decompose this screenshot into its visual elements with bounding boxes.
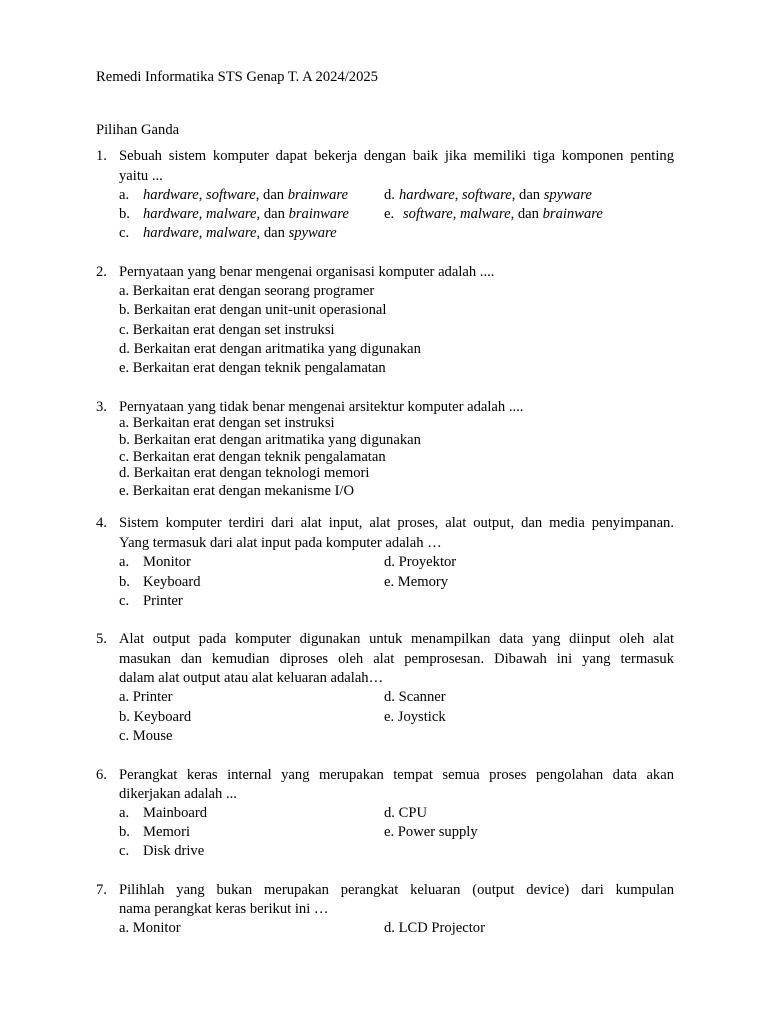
option-c: hardware, malware, dan spyware	[143, 225, 337, 241]
question-text-cont: Yang termasuk dari alat input pada komputer adalah …	[119, 535, 442, 551]
option-d: d. LCD Projector	[384, 920, 485, 936]
question-text-cont: masukan dan kemudian diproses oleh alat pemprosesan. Dibawah ini yang termasuk	[119, 651, 674, 667]
question-text-cont: yaitu ...	[119, 168, 163, 184]
question-number: 4.	[96, 515, 107, 531]
option-b: Memori	[143, 824, 191, 840]
option-a: a. Berkaitan erat dengan seorang programer	[119, 283, 375, 299]
question-text-cont: nama perangkat keras berikut ini …	[119, 901, 329, 917]
option-key: c.	[119, 225, 130, 241]
option-c: Printer	[143, 593, 183, 609]
option-e: e. Berkaitan erat dengan teknik pengalamatan	[119, 360, 386, 376]
option-c: c. Berkaitan erat dengan teknik pengalamatan	[119, 449, 386, 465]
question-number: 6.	[96, 767, 107, 783]
option-a: Mainboard	[143, 805, 208, 821]
question-text: Sebuah sistem komputer dapat bekerja dengan baik jika memiliki tiga komponen penting	[119, 148, 674, 164]
question-number: 2.	[96, 264, 107, 280]
option-a: a. Monitor	[119, 920, 181, 936]
option-b: b. Berkaitan erat dengan aritmatika yang digunakan	[119, 432, 421, 448]
option-key: b.	[119, 574, 130, 590]
question-text: Alat output pada komputer digunakan untuk menampilkan data yang diinput oleh alat	[119, 631, 674, 647]
option-key: a.	[119, 187, 130, 203]
option-key: a.	[119, 554, 130, 570]
question-text: Perangkat keras internal yang merupakan tempat semua proses pengolahan data akan	[119, 767, 674, 783]
option-b: b. Berkaitan erat dengan unit-unit operasional	[119, 302, 387, 318]
option-e: e. Berkaitan erat dengan mekanisme I/O	[119, 483, 355, 499]
option-c: c. Berkaitan erat dengan set instruksi	[119, 322, 335, 338]
option-d: d. Berkaitan erat dengan teknologi memori	[119, 465, 370, 481]
question-text-cont: dalam alat output atau alat keluaran adalah…	[119, 670, 384, 686]
question-text-cont: dikerjakan adalah ...	[119, 786, 237, 802]
option-a: a. Berkaitan erat dengan set instruksi	[119, 415, 335, 431]
question-number: 7.	[96, 882, 107, 898]
question-text: Pernyataan yang tidak benar mengenai arsitektur komputer adalah ....	[119, 399, 524, 415]
option-key: e.	[384, 206, 395, 222]
option-key: b.	[119, 206, 130, 222]
option-key: c.	[119, 843, 130, 859]
option-d: d. CPU	[384, 805, 427, 821]
option-key: c.	[119, 593, 130, 609]
option-d: d. Scanner	[384, 689, 446, 705]
option-c: c. Mouse	[119, 728, 173, 744]
question-number: 1.	[96, 148, 107, 164]
option-d: hardware, software, dan spyware	[399, 187, 592, 203]
option-d: d. Proyektor	[384, 554, 457, 570]
option-e: e. Memory	[384, 574, 449, 590]
option-a: a. Printer	[119, 689, 173, 705]
question-number: 3.	[96, 399, 107, 415]
option-b: Keyboard	[143, 574, 201, 590]
question-number: 5.	[96, 631, 107, 647]
option-key: b.	[119, 824, 130, 840]
document-title: Remedi Informatika STS Genap T. A 2024/2025	[96, 69, 378, 85]
question-text: Pernyataan yang benar mengenai organisasi komputer adalah ....	[119, 264, 495, 280]
question-text: Pilihlah yang bukan merupakan perangkat keluaran (output device) dari kumpulan	[119, 882, 674, 898]
option-c: Disk drive	[143, 843, 205, 859]
option-d: d. Berkaitan erat dengan aritmatika yang digunakan	[119, 341, 421, 357]
option-key: d.	[384, 187, 395, 203]
question-text: Sistem komputer terdiri dari alat input, alat proses, alat output, dan media penyimpanan.	[119, 515, 674, 531]
option-key: a.	[119, 805, 130, 821]
option-a: Monitor	[143, 554, 191, 570]
option-b: hardware, malware, dan brainware	[143, 206, 349, 222]
option-e: e. Joystick	[384, 709, 446, 725]
option-b: b. Keyboard	[119, 709, 192, 725]
option-e: software, malware, dan brainware	[403, 206, 603, 222]
option-a: hardware, software, dan brainware	[143, 187, 349, 203]
option-e: e. Power supply	[384, 824, 478, 840]
section-heading: Pilihan Ganda	[96, 122, 180, 138]
